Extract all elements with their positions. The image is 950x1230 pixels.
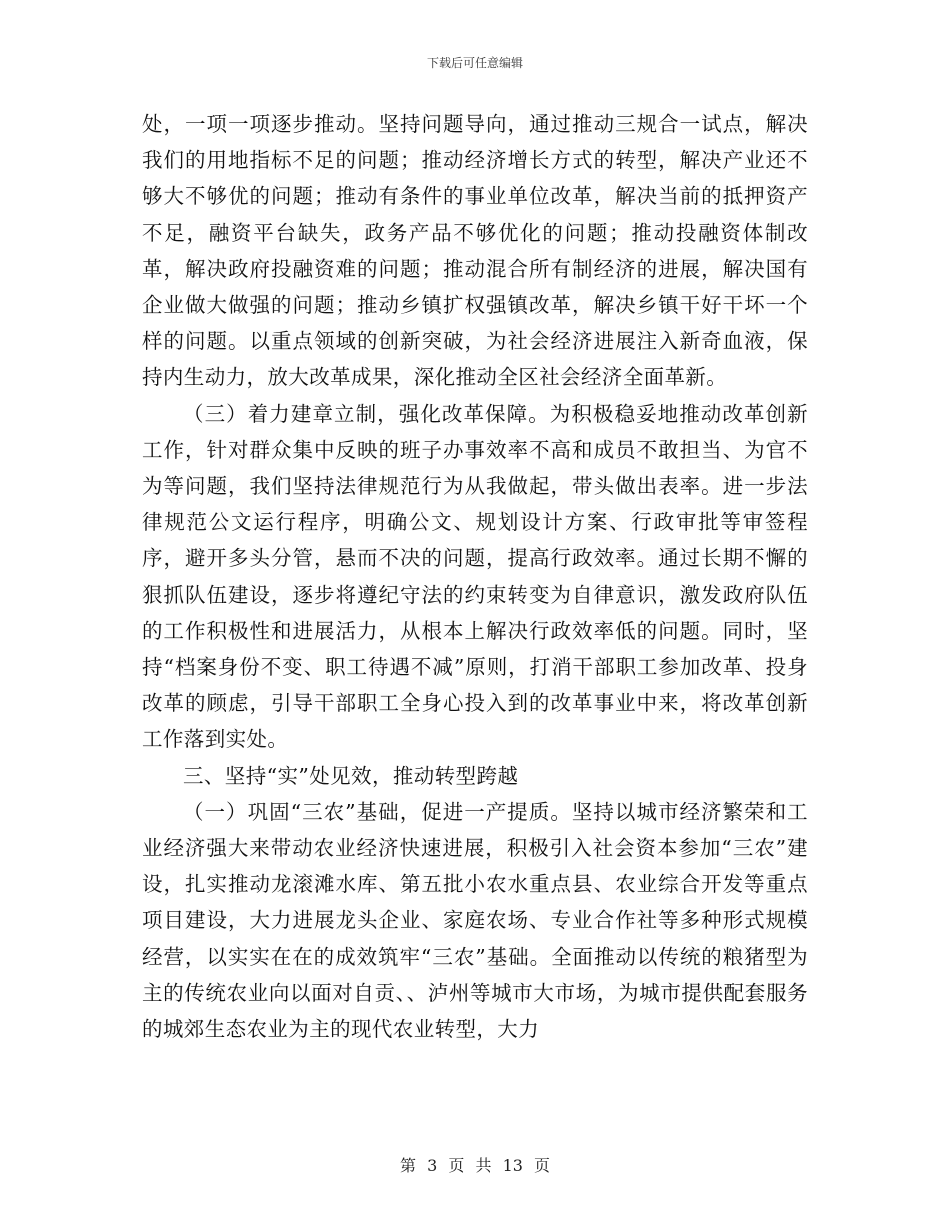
footer-total-word: 共 [475,1156,492,1175]
footer-page-word: 页 [448,1156,465,1175]
footer-prefix: 第 [399,1156,416,1175]
paragraph-agriculture: （一）巩固“三农”基础，促进一产提质。坚持以城市经济繁荣和工业经济强大来带动农业经济快速进展，积极引入社会资本参加“三农”建设，扎实推动龙滚滩水库、第五批小农水重点县、农业综合开发等重点项目建设，大力进展龙头企业、家庭农场、专业合作社等多种形式规模经营，以实实在在的成效筑牢“三农”基础。全面推动以传统的粮猪型为主的传统农业向以面对自贡、、泸州等城市大市场，为城市提供配套服务的城郊生态农业为主的现代农业转型，大力 [142,799,808,1042]
document-body [142,106,808,1047]
footer-total-pages: 13 [502,1156,523,1175]
footer-suffix: 页 [534,1156,551,1175]
section-heading: 三、坚持“实”处见效，推动转型跨越 [183,763,519,788]
paragraph-section-three: （三）着力建章立制，强化改革保障。为积极稳妥地推动改革创新工作，针对群众集中反映的班子办事效率不高和成员不敢担当、为官不为等问题，我们坚持法律规范行为从我做起，带头做出表率。进一步法律规范公文运行程序，明确公文、规划设计方案、行政审批等审签程序，避开多头分管，悬而不决的问题，提高行政效率。通过长期不懈的狠抓队伍建设，逐步将遵纪守法的约束转变为自律意识，激发政府队伍的工作积极性和进展活力，从根本上解决行政效率低的问题。同时，坚持“档案身份不变、职工待遇不减”原则，打消干部职工参加改革、投身改革的顾虑，引导干部职工全身心投入到的改革事业中来，将改革创新工作落到实处。 [142,401,808,752]
page-footer [0,1156,950,1176]
page-header-note: 下载后可任意编辑 [426,56,523,70]
footer-current-page: 3 [427,1156,438,1175]
paragraph-continuation: 处，一项一项逐步推动。坚持问题导向，通过推动三规合一试点，解决我们的用地指标不足的问题；推动经济增长方式的转型，解决产业还不够大不够优的问题；推动有条件的事业单位改革，解决当前的抵押资产不足，融资平台缺失，政务产品不够优化的问题；推动投融资体制改革，解决政府投融资难的问题；推动混合所有制经济的进展，解决国有企业做大做强的问题；推动乡镇扩权强镇改革，解决乡镇干好干坏一个样的问题。以重点领域的创新突破，为社会经济进展注入新奇血液，保持内生动力，放大改革成果，深化推动全区社会经济全面革新。 [142,112,808,390]
